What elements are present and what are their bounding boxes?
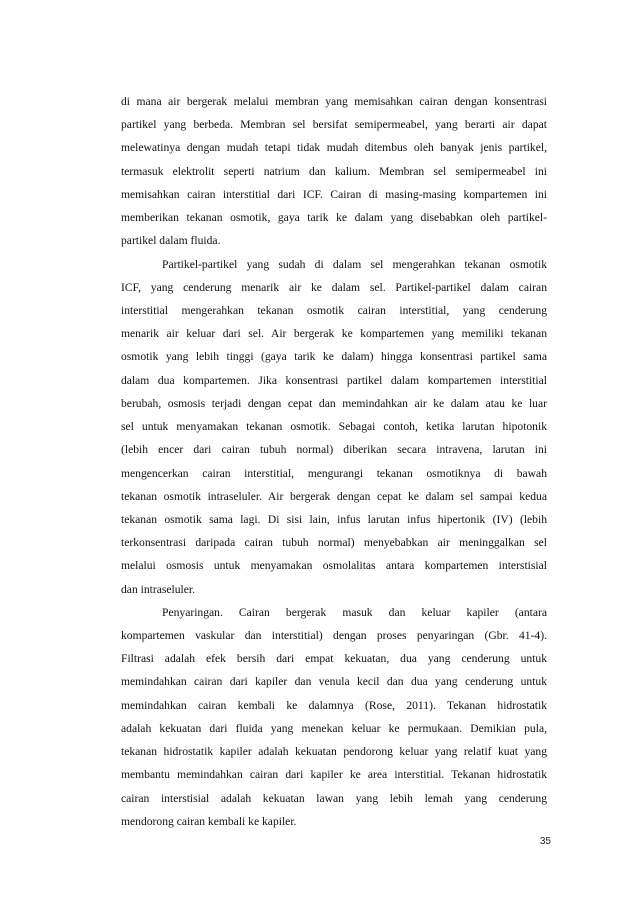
page-number: 35 (539, 836, 551, 847)
text-line: membantu memindahkan cairan dari kapiler ke area interstitial. Tekanan hidrostatik (121, 768, 547, 782)
text-line: Penyaringan. Cairan bergerak masuk dan keluar kapiler (antara (162, 605, 547, 619)
text-line: termasuk elektrolit seperti natrium dan kalium. Membran sel semipermeabel ini (121, 164, 547, 178)
text-line: kompartemen vaskular dan interstitial) dengan proses penyaringan (Gbr. 41-4). (121, 629, 547, 643)
text-line: Filtrasi adalah efek bersih dari empat kekuatan, dua yang cenderung untuk (121, 652, 547, 666)
text-line: memisahkan cairan interstitial dari ICF. Cairan di masing-masing kompartemen ini (121, 187, 547, 201)
text-line: adalah kekuatan dari fluida yang menekan keluar ke permukaan. Demikian pula, (121, 721, 547, 735)
text-line: cairan interstisial adalah kekuatan lawan yang lebih lemah yang cenderung (121, 791, 547, 805)
text-line: memindahkan cairan kembali ke dalamnya (Rose, 2011). Tekanan hidrostatik (121, 698, 547, 712)
text-line: dalam dua kompartemen. Jika konsentrasi partikel dalam kompartemen interstitial (121, 373, 547, 387)
text-line: mendorong cairan kembali ke kapiler. (121, 814, 297, 828)
text-line: memindahkan cairan dari kapiler dan venula kecil dan dua yang cenderung untuk (121, 675, 547, 689)
text-line: melewatinya dengan mudah tetapi tidak mudah ditembus oleh banyak jenis partikel, (121, 141, 547, 155)
text-line: osmotik yang lebih tinggi (gaya tarik ke dalam) hingga konsentrasi partikel sama (121, 350, 547, 364)
text-line: partikel dalam fluida. (121, 234, 221, 248)
text-line: ICF, yang cenderung menarik air ke dalam sel. Partikel-partikel dalam cairan (121, 280, 547, 294)
text-line: (lebih encer dari cairan tubuh normal) diberikan secara intravena, larutan ini (121, 443, 547, 457)
text-line: partikel yang berbeda. Membran sel bersifat semipermeabel, yang berarti air dapat (121, 118, 547, 132)
text-line: Partikel-partikel yang sudah di dalam sel mengerahkan tekanan osmotik (162, 257, 547, 271)
text-line: melalui osmosis untuk menyamakan osmolalitas antara kompartemen interstisial (121, 559, 547, 573)
text-line: interstitial mengerahkan tekanan osmotik cairan interstitial, yang cenderung (121, 303, 547, 317)
text-line: berubah, osmosis terjadi dengan cepat dan memindahkan air ke dalam atau ke luar (121, 396, 547, 410)
text-line: di mana air bergerak melalui membran yang memisahkan cairan dengan konsentrasi (121, 95, 547, 108)
text-line: tekanan osmotik sama lagi. Di sisi lain, infus larutan infus hipertonik (IV) (lebih (121, 512, 547, 526)
text-line: mengencerkan cairan interstitial, mengurangi tekanan osmotiknya di bawah (121, 466, 547, 480)
body-text (121, 90, 547, 833)
text-line: menarik air keluar dari sel. Air bergerak ke kompartemen yang memiliki tekanan (121, 327, 547, 341)
text-line: tekanan hidrostatik kapiler adalah kekuatan pendorong keluar yang relatif kuat yang (121, 745, 547, 759)
text-line: tekanan osmotik intraseluler. Air bergerak dengan cepat ke dalam sel sampai kedua (121, 489, 547, 503)
text-line: dan intraseluler. (121, 582, 196, 596)
text-line: terkonsentrasi daripada cairan tubuh normal) menyebabkan air meninggalkan sel (121, 536, 547, 550)
text-line: sel untuk menyamakan tekanan osmotik. Sebagai contoh, ketika larutan hipotonik (121, 420, 547, 434)
text-line: memberikan tekanan osmotik, gaya tarik ke dalam yang disebabkan oleh partikel- (121, 211, 547, 225)
